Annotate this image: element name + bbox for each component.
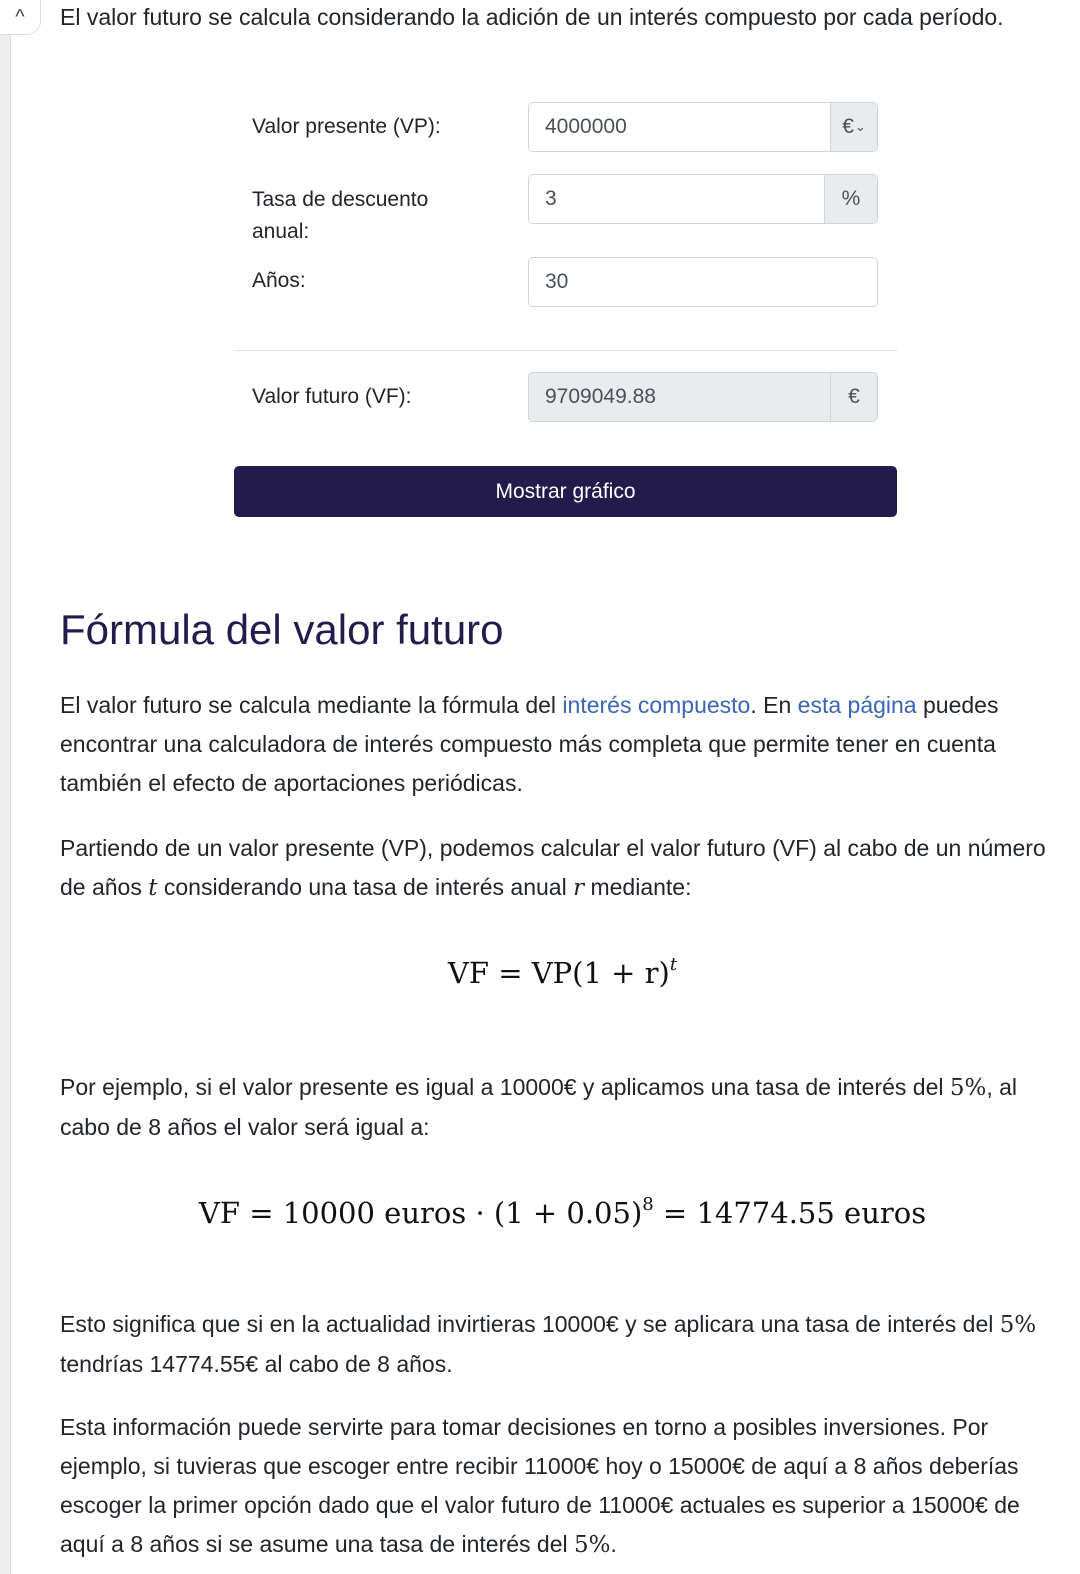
present-value-group	[528, 102, 878, 152]
p5-text-before: Esta información puede servirte para tomar decisiones en torno a posibles inversiones. Por ejemplo, si tuvieras que escoger entre recibir 11000€ hoy o 15000€ de aquí a 8 años deberías escoger la primer opción dado que el valor futuro de 11000€ actuales es superior a 15000€ de aquí a 8 años si se asume una tasa de interés del	[60, 1414, 1020, 1557]
currency-addon: €	[830, 373, 877, 421]
years-label: Años:	[252, 269, 306, 292]
p1-text-before: El valor futuro se calcula mediante la fórmula del	[60, 692, 563, 718]
p5-text-after: .	[610, 1531, 617, 1557]
future-value-group	[528, 372, 878, 422]
p5-rate: 5%	[574, 1532, 611, 1558]
formula-exponent: t	[669, 954, 678, 976]
formula-main: VF = VP(1 + r)	[447, 956, 670, 990]
show-chart-button[interactable]: Mostrar gráfico	[234, 466, 897, 517]
example-formula-result: = 14774.55 euros	[653, 1196, 927, 1230]
p2-text-middle: considerando una tasa de interés anual	[157, 874, 574, 900]
paragraph-example	[60, 1068, 1065, 1147]
p3-text-after: , al cabo de 8 años el valor será igual a:	[60, 1074, 1018, 1140]
discount-rate-label: Tasa de descuento anual:	[252, 188, 429, 243]
paragraph-decisions	[60, 1408, 1068, 1565]
chevron-down-icon: ⌄	[854, 119, 866, 134]
years-input[interactable]	[529, 258, 877, 306]
p3-text-before: Por ejemplo, si el valor presente es igual a 10000€ y aplicamos una tasa de interés del	[60, 1074, 950, 1100]
variable-r: r	[573, 875, 585, 901]
currency-symbol: €	[842, 115, 854, 138]
example-formula-main: VF = 10000 euros · (1 + 0.05)	[198, 1196, 643, 1230]
present-value-label: Valor presente (VP):	[252, 115, 441, 138]
p1-text-middle: . En	[750, 692, 798, 718]
p4-text-before: Esto significa que si en la actualidad invirtieras 10000€ y se aplicara una tasa de interés del	[60, 1311, 1000, 1337]
calculator-divider	[234, 350, 897, 351]
compound-interest-link[interactable]: interés compuesto	[562, 692, 751, 718]
years-group	[528, 257, 878, 307]
currency-select[interactable]	[830, 103, 877, 151]
left-sidebar-strip	[0, 0, 11, 1574]
paragraph-formula-intro	[60, 829, 1060, 908]
percent-addon: %	[824, 175, 877, 223]
future-value-output	[529, 373, 830, 421]
future-value-formula	[60, 956, 1065, 990]
p2-text-after: mediante:	[584, 874, 692, 900]
intro-text: El valor futuro se calcula considerando la adición de un interés compuesto por cada período.	[60, 4, 1004, 30]
example-formula-exponent: 8	[642, 1194, 654, 1216]
this-page-link[interactable]: esta página	[797, 692, 917, 718]
p2-text-before: Partiendo de un valor presente (VP), podemos calcular el valor futuro (VF) al cabo de un número de años	[60, 835, 1046, 900]
p1-text-after: puedes encontrar una calculadora de interés compuesto más completa que permite tener en cuenta también el efecto de aportaciones periódicas.	[60, 692, 999, 796]
example-formula	[60, 1196, 1065, 1230]
discount-rate-input[interactable]	[529, 175, 824, 223]
variable-t: t	[148, 875, 158, 901]
section-title: Fórmula del valor futuro	[60, 606, 504, 653]
paragraph-compound-interest	[60, 686, 1060, 803]
present-value-input[interactable]	[529, 103, 830, 151]
p4-rate: 5%	[999, 1312, 1037, 1338]
paragraph-meaning	[60, 1305, 1060, 1384]
p4-text-after: tendrías 14774.55€ al cabo de 8 años.	[60, 1351, 453, 1377]
discount-rate-group	[528, 174, 878, 224]
collapse-up-icon[interactable]: ^	[0, 0, 41, 35]
p3-rate: 5%	[949, 1075, 987, 1101]
future-value-label: Valor futuro (VF):	[252, 385, 412, 408]
